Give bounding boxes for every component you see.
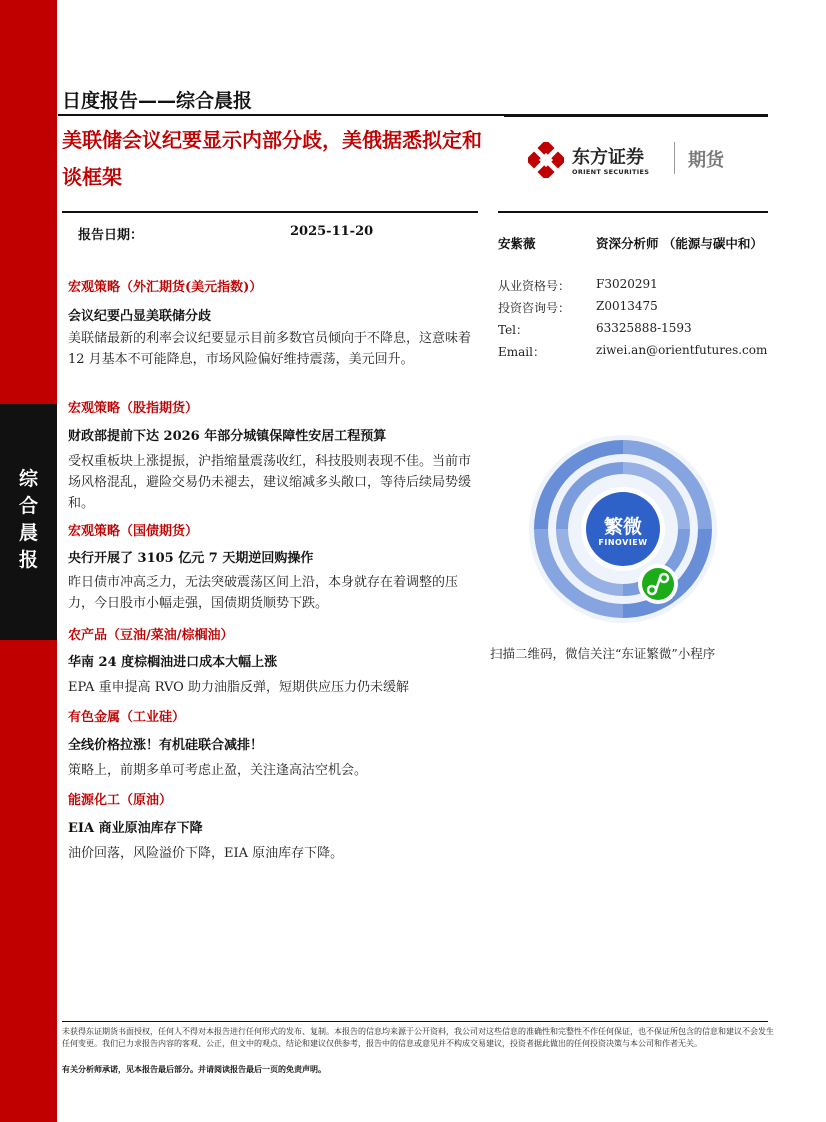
info-label: Tel： [498, 323, 529, 337]
section-body: 昨日债市冲高乏力，无法突破震荡区间上沿，本身就存在着调整的压力，今日股市小幅走强，国债期货顺势下跌。 [68, 575, 459, 611]
section-body: 油价回落，风险溢价下降，EIA 原油库存下降。 [68, 846, 344, 861]
section-body: 受权重板块上涨提振，沪指缩量震荡收红，科技股则表现不佳。当前市场风格混乱，避险交易仍未褪去，建议缩减多头敞口，等待后续局势缓和。 [68, 454, 472, 511]
report-title: 美联储会议纪要显示内部分歧，美俄据悉拟定和谈框架 [62, 128, 482, 189]
info-label: Email： [498, 345, 545, 359]
info-email[interactable]: ziwei.an@orientfutures.com [596, 343, 768, 357]
footer-rule [62, 1021, 768, 1022]
logo-futures: 期货 [688, 150, 724, 171]
qr-code[interactable] [528, 434, 718, 624]
logo-rule [504, 114, 768, 117]
disclaimer-text: 未获得东证期货书面授权，任何人不得对本报告进行任何形式的发布、复制。本报告的信息均来源于公开资料，我公司对这些信息的准确性和完整性不作任何保证，也不保证所包含的信息和建议不会发生任何变更。我们已力求报告内容的客观、公正，但文中的观点、结论和建议仅供参考，报告中的信息或意见并不构成交易建议，投资者据此做出的任何投资决策与本公司和作者无关。 [62, 1027, 774, 1048]
section-category: 有色金属（工业硅） [68, 710, 186, 725]
date-value: 2025-11-20 [290, 224, 374, 239]
section-headline: 华南 24 度棕榈油进口成本大幅上涨 [68, 655, 278, 670]
analyst-name: 安紫薇 [498, 236, 536, 251]
section-headline: 会议纪要凸显美联储分歧 [68, 309, 212, 324]
date-label: 报告日期： [78, 228, 144, 243]
section-category: 宏观策略（股指期货） [68, 401, 199, 416]
analyst-title: 资深分析师 （能源与碳中和） [596, 236, 763, 251]
title-rule-right [498, 211, 768, 213]
qr-caption: 扫描二维码，微信关注“东证繁微”小程序 [490, 646, 716, 661]
company-logo [528, 140, 748, 184]
info-value: 63325888-1593 [596, 321, 692, 335]
section-body: 策略上，前期多单可考虑止盈，关注逢高沽空机会。 [68, 763, 368, 778]
section-body: EPA 重申提高 RVO 助力油脂反弹，短期供应压力仍未缓解 [68, 680, 409, 695]
logo-divider [674, 142, 675, 174]
qr-brand-en: FINOVIEW [598, 538, 648, 547]
section-body: 美联储最新的利率会议纪要显示目前多数官员倾向于不降息，这意味着 12 月基本不可能降息，市场风险偏好维持震荡，美元回升。 [68, 331, 472, 367]
info-label: 投资咨询号： [498, 301, 571, 315]
info-label: 从业资格号： [498, 279, 571, 293]
info-value: F3020291 [596, 277, 658, 291]
section-headline: EIA 商业原油库存下降 [68, 821, 203, 836]
disclaimer-bold: 有关分析师承诺，见本报告最后部分。并请阅读报告最后一页的免责声明。 [62, 1064, 326, 1074]
logo-en: ORIENT SECURITIES [572, 168, 650, 176]
logo-cn: 东方证券 [572, 147, 644, 168]
doc-type: 日度报告——综合晨报 [62, 90, 253, 112]
title-rule-left [62, 211, 478, 213]
orient-logo-icon [528, 142, 564, 178]
section-headline: 全线价格拉涨！有机硅联合减排！ [68, 738, 264, 753]
section-headline: 财政部提前下达 2026 年部分城镇保障性安居工程预算 [68, 429, 387, 444]
section-category: 能源化工（原油） [68, 793, 173, 808]
section-category: 农产品（豆油/菜油/棕榈油） [68, 628, 234, 643]
qr-brand-cn: 繁微 [603, 516, 642, 538]
section-category: 宏观策略（国债期货） [68, 524, 199, 539]
section-headline: 央行开展了 3105 亿元 7 天期逆回购操作 [68, 551, 314, 566]
info-value: Z0013475 [596, 299, 658, 313]
section-category: 宏观策略（外汇期货(美元指数)） [68, 280, 263, 295]
sidebar-tab-label: 综 合 晨 报 [18, 468, 38, 571]
